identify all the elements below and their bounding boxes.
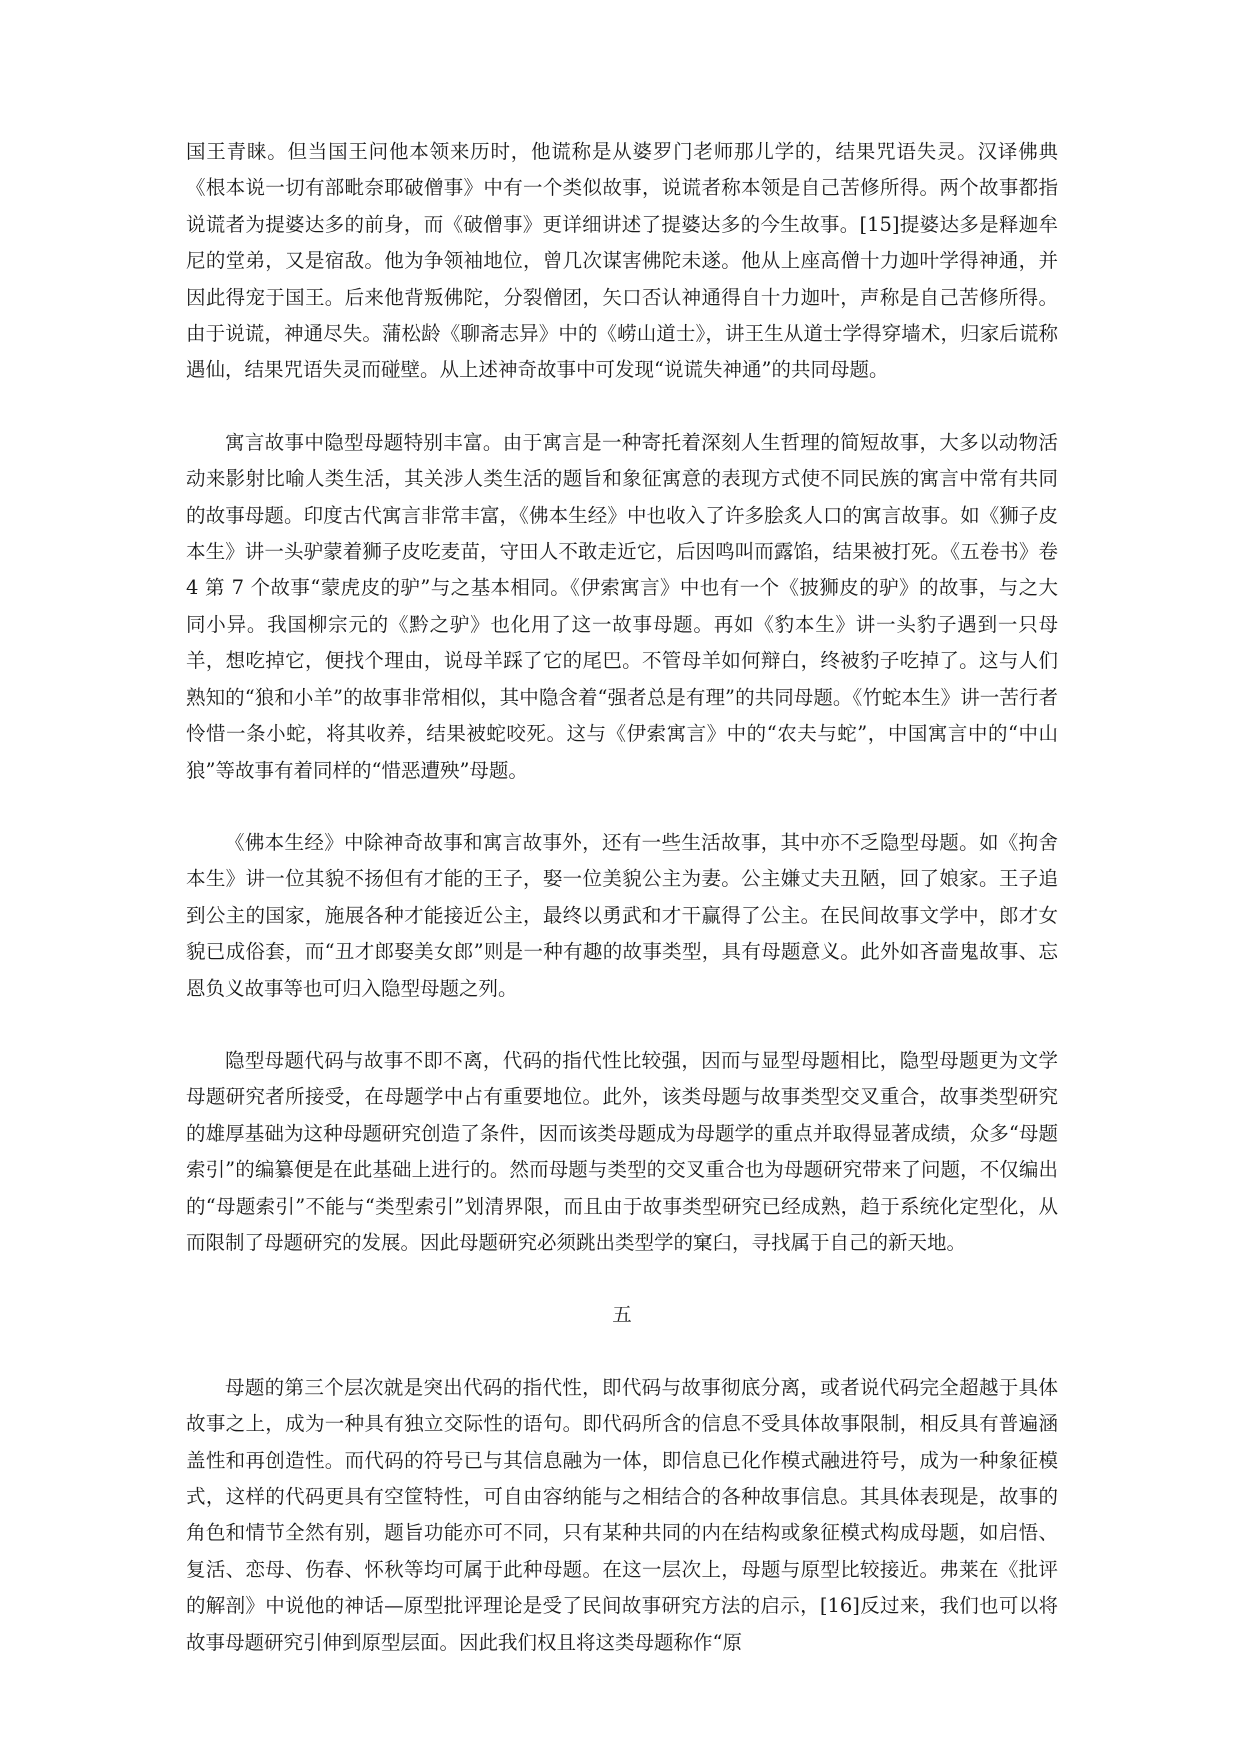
paragraph-3: 《佛本生经》中除神奇故事和寓言故事外，还有一些生活故事，其中亦不乏隐型母题。如《拘舍本生》讲一位其貌不扬但有才能的王子，娶一位美貌公主为妻。公主嫌丈夫丑陋，回了娘家。王子追到公主的国家，施展各种才能接近公主，最终以勇武和才干赢得了公主。在民间故事文学中，郎才女貌已成俗套，而“丑才郎娶美女郎”则是一种有趣的故事类型，具有母题意义。此外如吝啬鬼故事、忘恩负义故事等也可归入隐型母题之列。 xyxy=(186,830,1058,1000)
section-heading: 五 xyxy=(612,1303,632,1327)
paragraph-4: 隐型母题代码与故事不即不离，代码的指代性比较强，因而与显型母题相比，隐型母题更为文学母题研究者所接受，在母题学中占有重要地位。此外，该类母题与故事类型交叉重合，故事类型研究的雄厚基础为这种母题研究创造了条件，因而该类母题成为母题学的重点并取得显著成绩，众多“母题索引”的编纂便是在此基础上进行的。然而母题与类型的交叉重合也为母题研究带来了问题，不仅编出的“母题索引”不能与“类型索引”划清界限，而且由于故事类型研究已经成熟，趋于系统化定型化，从而限制了母题研究的发展。因此母题研究必须跳出类型学的窠臼，寻找属于自己的新天地。 xyxy=(186,1048,1058,1254)
paragraph-2: 寓言故事中隐型母题特别丰富。由于寓言是一种寄托着深刻人生哲理的简短故事，大多以动物活动来影射比喻人类生活，其关涉人类生活的题旨和象征寓意的表现方式使不同民族的寓言中常有共同的故事母题。印度古代寓言非常丰富，《佛本生经》中也收入了许多脍炙人口的寓言故事。如《狮子皮本生》讲一头驴蒙着狮子皮吃麦苗，守田人不敢走近它，后因鸣叫而露馅，结果被打死。《五卷书》卷 4 第 7 个故事“蒙虎皮的驴”与之基本相同。《伊索寓言》中也有一个《披狮皮的驴》的故事，与之大同小异。我国柳宗元的《黔之驴》也化用了这一故事母题。再如《豹本生》讲一头豹子遇到一只母羊，想吃掉它，便找个理由，说母羊踩了它的尾巴。不管母羊如何辩白，终被豹子吃掉了。这与人们熟知的“狼和小羊”的故事非常相似，其中隐含着“强者总是有理”的共同母题。《竹蛇本生》讲一苦行者怜惜一条小蛇，将其收养，结果被蛇咬死。这与《伊索寓言》中的“农夫与蛇”，中国寓言中的“中山狼”等故事有着同样的“惜恶遭殃”母题。 xyxy=(186,430,1058,782)
paragraph-5: 母题的第三个层次就是突出代码的指代性，即代码与故事彻底分离，或者说代码完全超越于具体故事之上，成为一种具有独立交际性的语句。即代码所含的信息不受具体故事限制，相反具有普遍涵盖性和再创造性。而代码的符号已与其信息融为一体，即信息已化作模式融进符号，成为一种象征模式，这样的代码更具有空筐特性，可自由容纳能与之相结合的各种故事信息。其具体表现是，故事的角色和情节全然有别，题旨功能亦可不同，只有某种共同的内在结构或象征模式构成母题，如启悟、复活、恋母、伤春、怀秋等均可属于此种母题。在这一层次上，母题与原型比较接近。弗莱在《批评的解剖》中说他的神话—原型批评理论是受了民间故事研究方法的启示，[16]反过来，我们也可以将故事母题研究引伸到原型层面。因此我们权且将这类母题称作“原 xyxy=(186,1375,1058,1654)
paragraph-1: 国王青睐。但当国王问他本领来历时，他谎称是从婆罗门老师那儿学的，结果咒语失灵。汉译佛典《根本说一切有部毗奈耶破僧事》中有一个类似故事，说谎者称本领是自己苦修所得。两个故事都指说谎者为提婆达多的前身，而《破僧事》更详细讲述了提婆达多的今生故事。[15]提婆达多是释迦牟尼的堂弟，又是宿敌。他为争领袖地位，曾几次谋害佛陀未遂。他从上座高僧十力迦叶学得神通，并因此得宠于国王。后来他背叛佛陀，分裂僧团，矢口否认神通得自十力迦叶，声称是自己苦修所得。由于说谎，神通尽失。蒲松龄《聊斋志异》中的《崂山道士》，讲王生从道士学得穿墙术，归家后谎称遇仙，结果咒语失灵而碰壁。从上述神奇故事中可发现“说谎失神通”的共同母题。 xyxy=(186,140,1058,382)
document-page xyxy=(186,134,1058,1661)
